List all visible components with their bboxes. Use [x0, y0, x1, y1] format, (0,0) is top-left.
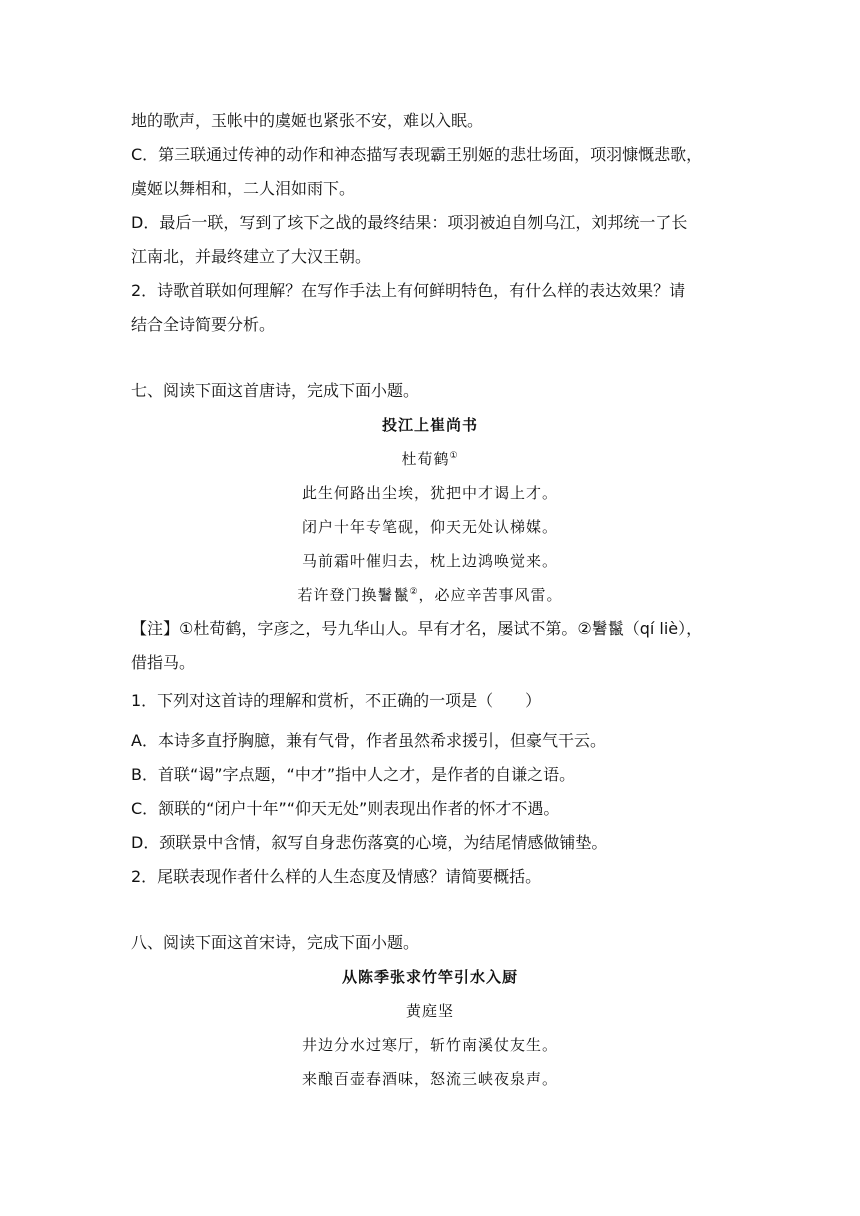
author-footnote-mark: ①	[449, 451, 459, 461]
option-c-line-2: 虞姬以舞相和，二人泪如雨下。	[131, 179, 356, 198]
option-c: C．颔联的“闭户十年”“仰天无处”则表现出作者的怀才不遇。	[131, 799, 560, 818]
poem-line-1: 此生何路出尘埃，犹把中才谒上才。	[301, 484, 558, 502]
poem-author: 黄庭坚	[405, 1002, 454, 1020]
poem-author	[0, 448, 860, 470]
question-1: 1．下列对这首诗的理解和赏析，不正确的一项是（ ）	[131, 691, 542, 710]
question-2-line-2: 结合全诗简要分析。	[131, 315, 276, 334]
option-b: B．首联“谒”字点题，“中才”指中人之才，是作者的自谦之语。	[131, 765, 576, 784]
poem-line-4	[0, 584, 860, 606]
note-line-1: 【注】①杜荀鹤，字彦之，号九华山人。早有才名，屡试不第。②鬐鬣（qí liè），	[131, 619, 703, 638]
option-d-line-2: 江南北，并最终建立了大汉王朝。	[131, 247, 372, 266]
option-c-line-1: C．第三联通过传神的动作和神态描写表现霸王别姬的悲壮场面，项羽慷慨悲歌，	[131, 145, 703, 164]
line-footnote-mark: ②	[409, 587, 419, 597]
poem-line-4-a: 若许登门换鬐鬣	[297, 586, 410, 604]
poem-line-3: 马前霜叶催归去，枕上边鸿唤觉来。	[301, 552, 558, 570]
note-line-2: 借指马。	[131, 653, 196, 672]
option-d-line-1: D．最后一联，写到了垓下之战的最终结果：项羽被迫自刎乌江，刘邦统一了长	[131, 213, 688, 232]
poem-line-2: 来酿百壶春酒味，怒流三峡夜泉声。	[301, 1070, 558, 1088]
prev-text-line: 地的歌声，玉帐中的虞姬也紧张不安，难以入眠。	[131, 111, 484, 130]
section-8-heading: 八、阅读下面这首宋诗，完成下面小题。	[131, 933, 420, 952]
question-2-line-1: 2．诗歌首联如何理解？在写作手法上有何鲜明特色，有什么样的表达效果？请	[131, 281, 686, 300]
poem-title: 投江上崔尚书	[381, 416, 478, 434]
poem-line-4-b: ，必应辛苦事风雷。	[418, 586, 563, 604]
author-name: 杜荀鹤	[401, 450, 450, 468]
poem-line-2: 闭户十年专笔砚，仰天无处认梯媒。	[301, 518, 558, 536]
option-d: D．颈联景中含情，叙写自身悲伤落寞的心境，为结尾情感做铺垫。	[131, 833, 608, 852]
option-a: A．本诗多直抒胸臆，兼有气骨，作者虽然希求援引，但豪气干云。	[131, 731, 606, 750]
question-2: 2．尾联表现作者什么样的人生态度及情感？请简要概括。	[131, 867, 542, 886]
poem-title: 从陈季张求竹竿引水入厨	[341, 968, 518, 986]
section-7-heading: 七、阅读下面这首唐诗，完成下面小题。	[131, 381, 420, 400]
poem-line-1: 井边分水过寒厅，斩竹南溪仗友生。	[301, 1036, 558, 1054]
